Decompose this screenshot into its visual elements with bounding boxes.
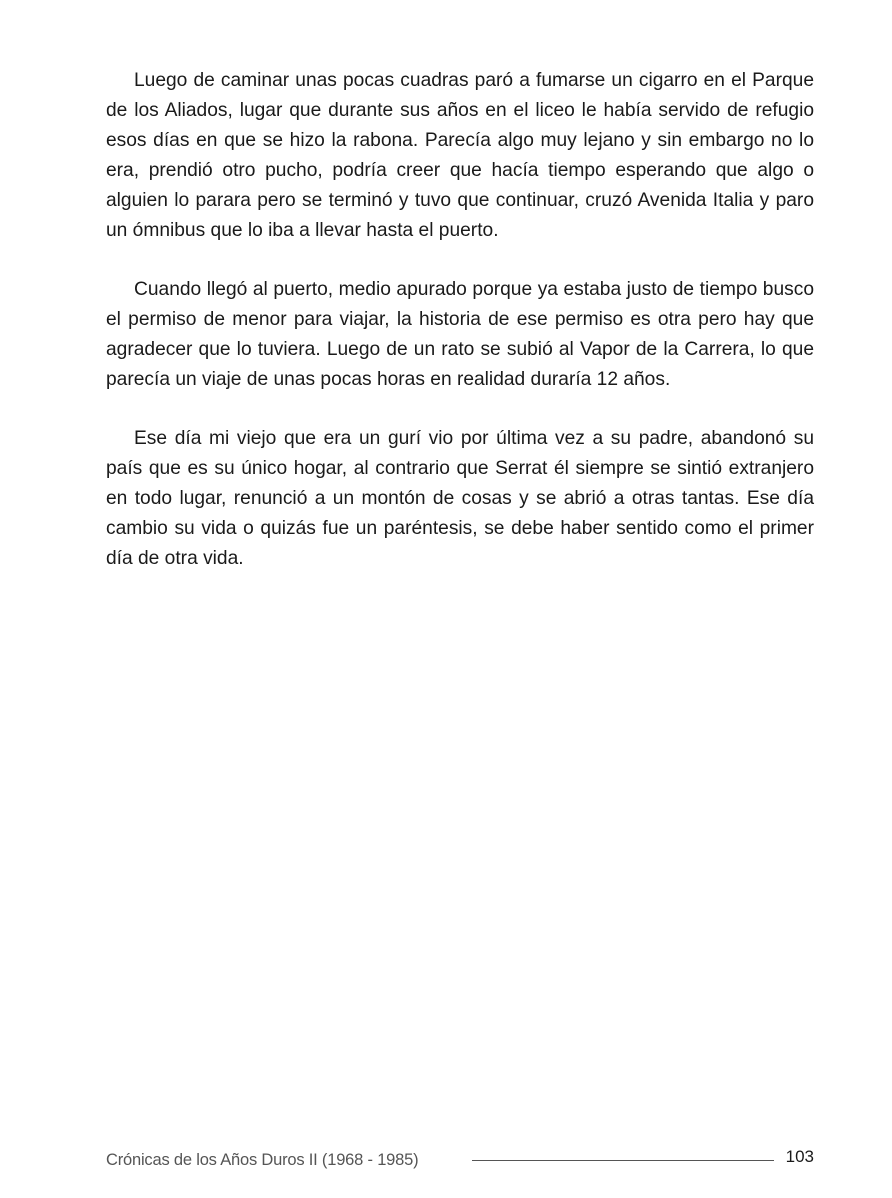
- paragraph-3: Ese día mi viejo que era un gurí vio por última vez a su padre, abandonó su país que es su único hogar, al contrario que Serrat él siempre se sintió extranjero en todo lugar, renunció a un montón de cosas y se abrió a otras tantas. Ese día cambio su vida o quizás fue un paréntesis, se debe haber sentido como el primer día de otra vida.: [106, 428, 814, 569]
- paragraph-2: Cuando llegó al puerto, medio apurado porque ya estaba justo de tiempo busco el permiso de menor para viajar, la historia de ese permiso es otra pero hay que agradecer que lo tuviera. Luego de un rato se subió al Vapor de la Carrera, lo que parecía un viaje de unas pocas horas en realidad duraría 12 años.: [106, 279, 814, 390]
- running-footer-title: Crónicas de los Años Duros II (1968 - 1985): [106, 1151, 419, 1169]
- page-footer: [106, 1148, 814, 1172]
- paragraph-1: Luego de caminar unas pocas cuadras paró a fumarse un cigarro en el Parque de los Aliados, lugar que durante sus años en el liceo le había servido de refugio esos días en que se hizo la rabona. Parecía algo muy lejano y sin embargo no lo era, prendió otro pucho, podría creer que hacía tiempo esperando que algo o alguien lo parara pero se terminó y tuvo que continuar, cruzó Avenida Italia y paro un ómnibus que lo iba a llevar hasta el puerto.: [106, 70, 814, 241]
- footer-rule-divider: [472, 1160, 774, 1161]
- page-number: 103: [785, 1147, 814, 1166]
- page-body: [106, 66, 814, 603]
